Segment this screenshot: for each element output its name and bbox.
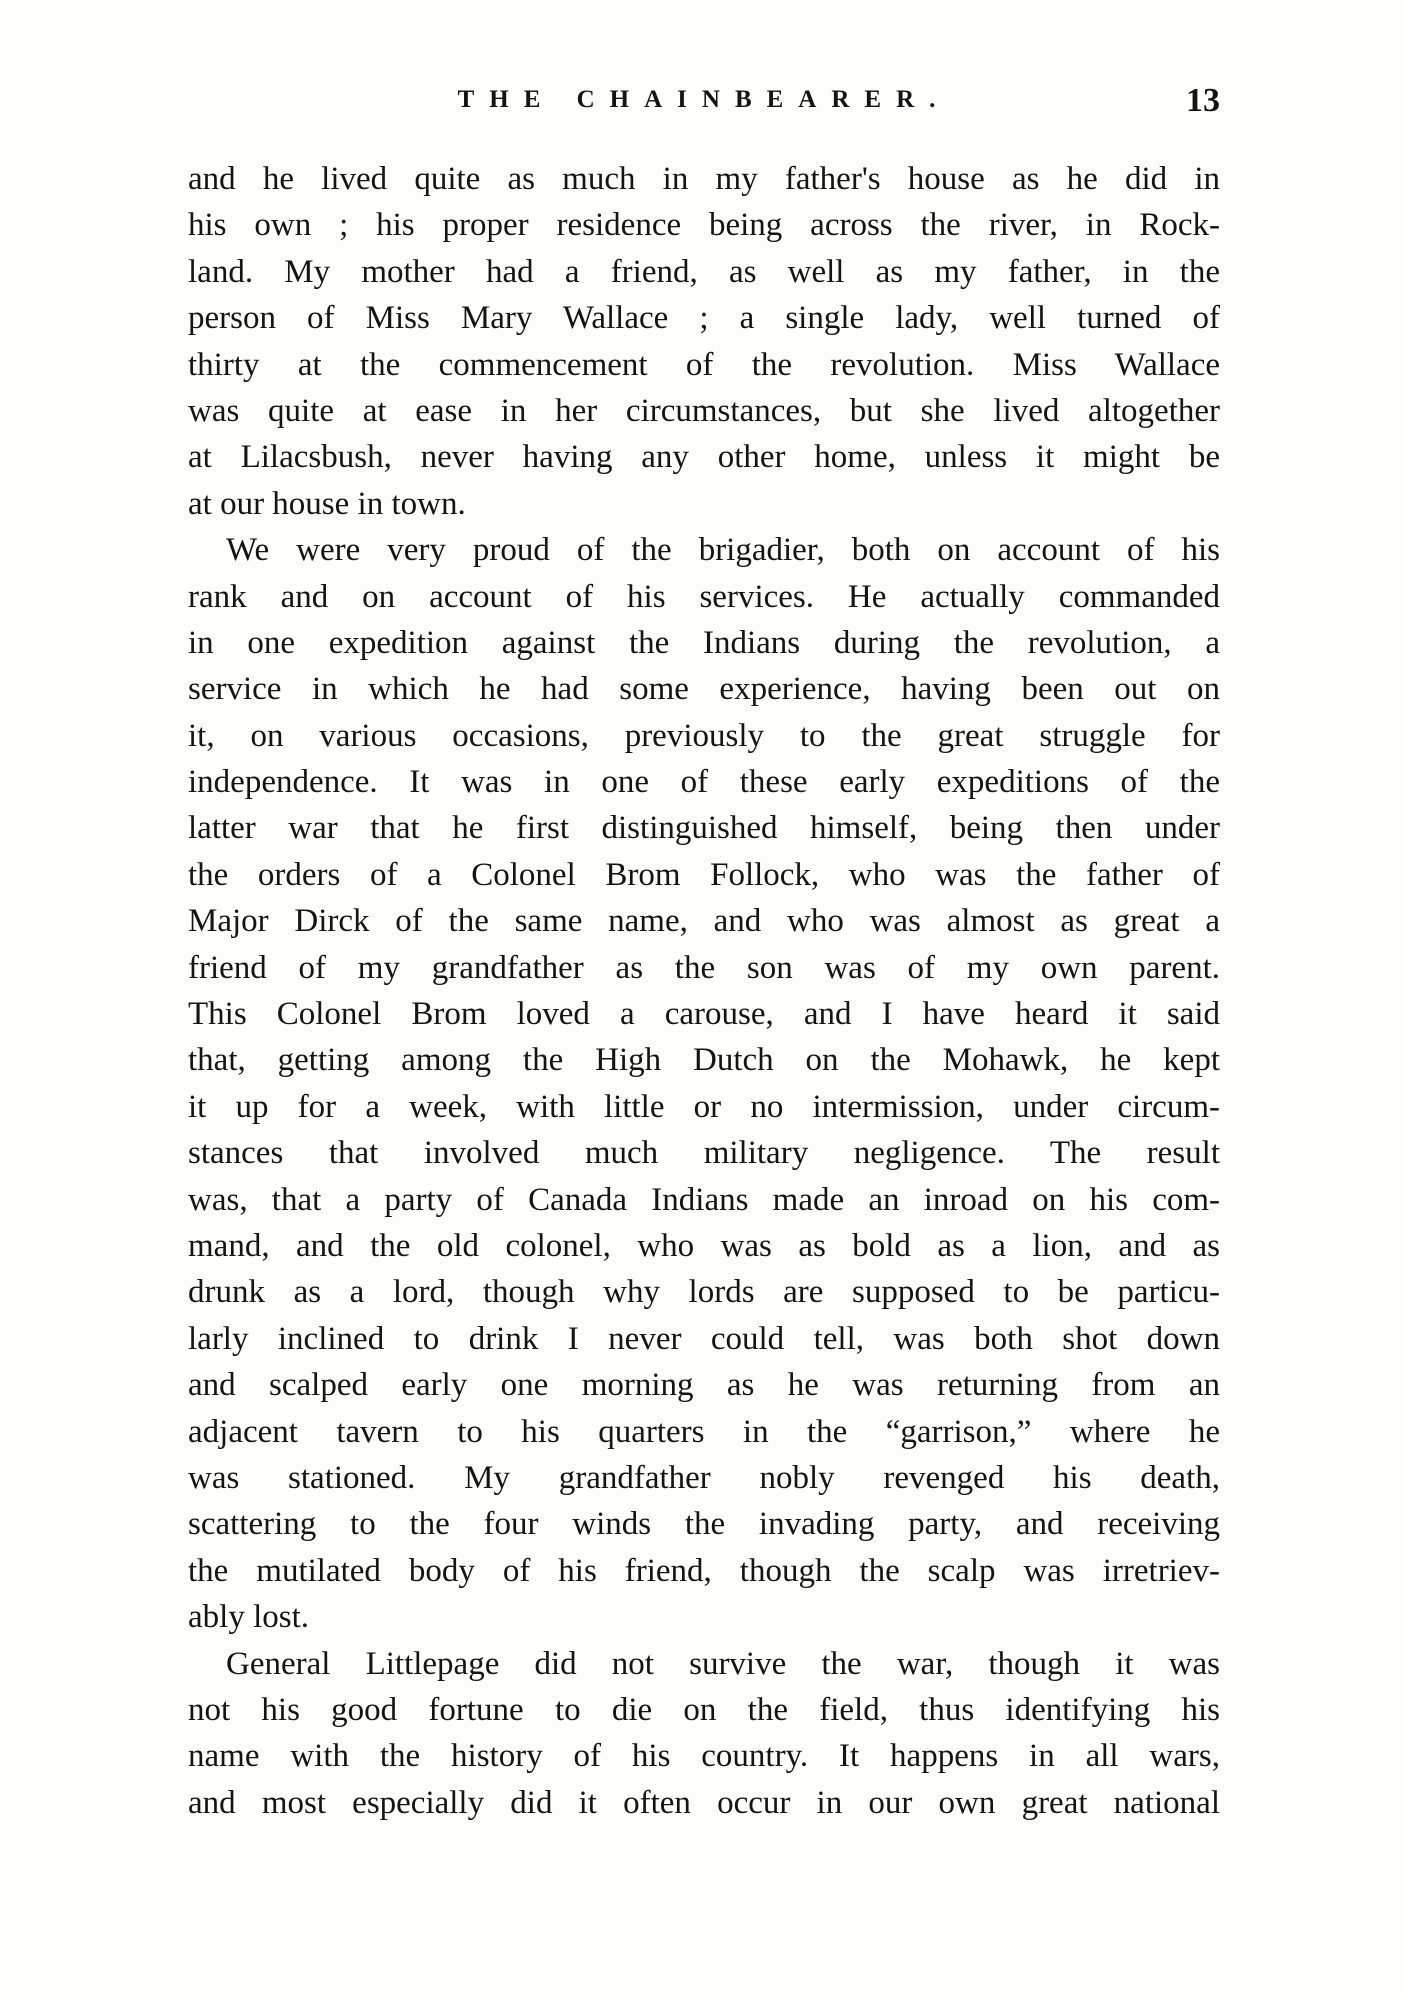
text-line: it, on various occasions, previously to the great struggle for: [188, 717, 1220, 754]
text-line: at Lilacsbush, never having any other home, unless it might be: [188, 439, 1220, 476]
text-line: mand, and the old colonel, who was as bold as a lion, and as: [188, 1227, 1220, 1264]
text-line: larly inclined to drink I never could tell, was both shot down: [188, 1320, 1220, 1357]
running-title: THE CHAINBEARER.: [457, 86, 951, 113]
text-line: We were very proud of the brigadier, both on account of his: [226, 532, 1220, 569]
text-line: rank and on account of his services. He actually commanded: [188, 578, 1220, 615]
text-line: the orders of a Colonel Brom Follock, who was the father of: [188, 856, 1220, 893]
text-line: General Littlepage did not survive the war, though it was: [226, 1645, 1220, 1682]
text-line: his own ; his proper residence being across the river, in Rock-: [188, 207, 1220, 244]
text-line: that, getting among the High Dutch on the Mohawk, he kept: [188, 1042, 1220, 1079]
text-line: and scalped early one morning as he was returning from an: [188, 1367, 1220, 1404]
text-line: independence. It was in one of these early expeditions of the: [188, 764, 1220, 801]
text-line: and most especially did it often occur in our own great national: [188, 1784, 1220, 1821]
text-line: Major Dirck of the same name, and who was almost as great a: [188, 903, 1220, 940]
text-line: adjacent tavern to his quarters in the “garrison,” where he: [188, 1413, 1220, 1450]
text-line: was quite at ease in her circumstances, but she lived altogether: [188, 392, 1220, 429]
body-text: [188, 156, 1220, 1826]
text-line: was stationed. My grandfather nobly revenged his death,: [188, 1459, 1220, 1496]
text-line: was, that a party of Canada Indians made an inroad on his com-: [188, 1181, 1220, 1218]
text-line: not his good fortune to die on the field, thus identifying his: [188, 1691, 1220, 1728]
text-line: thirty at the commencement of the revolution. Miss Wallace: [188, 346, 1220, 383]
text-line: latter war that he first distinguished himself, being then under: [188, 810, 1220, 847]
text-line: name with the history of his country. It happens in all wars,: [188, 1738, 1220, 1775]
page-number: 13: [1186, 82, 1220, 119]
text-line: service in which he had some experience, having been out on: [188, 671, 1220, 708]
text-line: and he lived quite as much in my father's house as he did in: [188, 161, 1220, 197]
text-line: the mutilated body of his friend, though the scalp was irretriev-: [188, 1552, 1220, 1589]
text-line: friend of my grandfather as the son was of my own parent.: [188, 949, 1220, 986]
text-line: stances that involved much military negligence. The result: [188, 1135, 1220, 1172]
text-line: it up for a week, with little or no intermission, under circum-: [188, 1088, 1220, 1125]
text-line: in one expedition against the Indians during the revolution, a: [188, 624, 1220, 661]
text-line: land. My mother had a friend, as well as my father, in the: [188, 253, 1220, 290]
text-line: person of Miss Mary Wallace ; a single lady, well turned of: [188, 300, 1220, 337]
text-line: scattering to the four winds the invading party, and receiving: [188, 1506, 1220, 1543]
text-line: drunk as a lord, though why lords are supposed to be particu-: [188, 1274, 1220, 1311]
text-line: This Colonel Brom loved a carouse, and I have heard it said: [188, 996, 1220, 1033]
text-line: ably lost.: [188, 1599, 309, 1636]
text-line: at our house in town.: [188, 485, 466, 522]
page-header: [188, 82, 1220, 130]
